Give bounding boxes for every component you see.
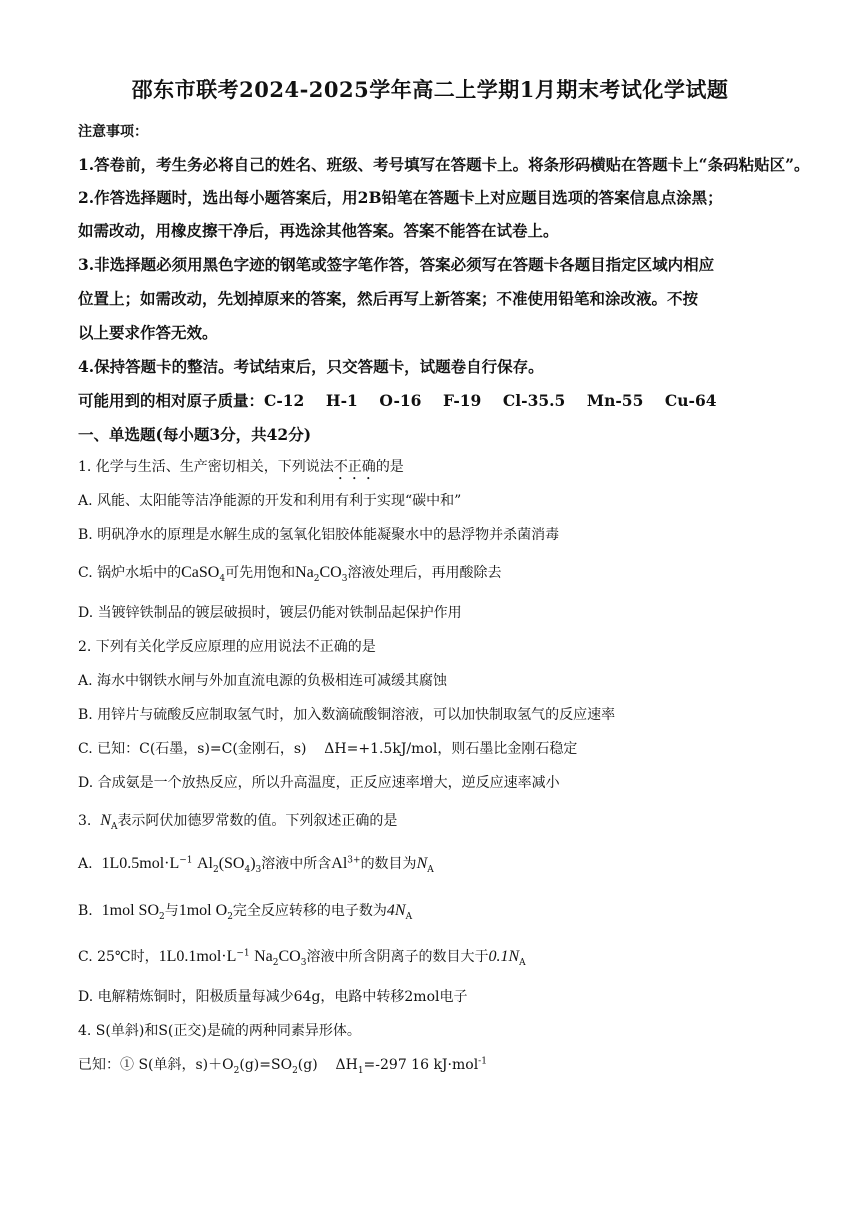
q2-stem: 2. 下列有关化学反应原理的应用说法不正确的是: [78, 639, 376, 655]
atomic-mass-line: 可能用到的相对原子质量：C-12 H-1 O-16 F-19 Cl-35.5 Mn-55 Cu-64: [78, 391, 717, 410]
q2-option-d: D. 合成氨是一个放热反应，所以升高温度，正反应速率增大，逆反应速率减小: [78, 775, 560, 791]
page-title: 邵东市联考2024-2025学年高二上学期1月期末考试化学试题: [131, 77, 729, 102]
q1-option-c: C. 锅炉水垢中的CaSO$_4$可先用饱和$Na_2CO_3$溶液处理后，再用酸除去: [78, 564, 502, 584]
q3-option-c: C. 25℃时，$1L0.1mol\cdot L^{-1}$ $Na_2CO_3$溶液中所含阴离子的数目大于$0.1N_A$: [78, 948, 526, 968]
q3-option-b: B. 1mol $SO_2$与1mol $O_2$完全反应转移的电子数为$4N_A$: [78, 902, 413, 922]
q4-known-equation: 已知：① S(单斜，$s)+O_2(g)=SO_2(g)$ $\Delta H_1=-297$ 16 kJ·mol$^{-1}$: [78, 1056, 487, 1076]
notice-item-3-cont: 位置上；如需改动，先划掉原来的答案，然后再写上新答案；不准使用铅笔和涂改液。不按: [78, 289, 699, 308]
notice-item-4: 4.保持答题卡的整洁。考试结束后，只交答题卡，试题卷自行保存。: [78, 357, 544, 376]
notice-item-2-cont: 如需改动，用橡皮擦干净后，再选涂其他答案。答案不能答在试卷上。: [78, 221, 559, 240]
q1-stem: 1. 化学与生活、生产密切相关，下列说法不正确的是: [78, 459, 404, 475]
q4-stem: 4. S(单斜)和S(正交)是硫的两种同素异形体。: [78, 1023, 361, 1039]
q1-option-a: A. 风能、太阳能等洁净能源的开发和利用有利于实现“碳中和”: [78, 493, 462, 509]
q1-option-d: D. 当镀锌铁制品的镀层破损时，镀层仍能对铁制品起保护作用: [78, 605, 462, 621]
q2-option-b: B. 用锌片与硫酸反应制取氢气时，加入数滴硫酸铜溶液，可以加快制取氢气的反应速率: [78, 707, 616, 723]
q3-option-d: D. 电解精炼铜时，阳极质量每减少64g，电路中转移2mol电子: [78, 989, 468, 1005]
notice-heading: 注意事项：: [78, 124, 148, 140]
notice-item-2: 2.作答选择题时，选出每小题答案后，用2B铅笔在答题卡上对应题目选项的答案信息点涂黑；: [78, 188, 723, 207]
q1-option-b: B. 明矾净水的原理是水解生成的氢氧化铝胶体能凝聚水中的悬浮物并杀菌消毒: [78, 527, 560, 543]
q2-option-a: A. 海水中钢铁水闸与外加直流电源的负极相连可减缓其腐蚀: [78, 673, 448, 689]
notice-item-1: 1.答卷前，考生务必将自己的姓名、班级、考号填写在答题卡上。将条形码横贴在答题卡上“条码粘贴区”。: [78, 155, 810, 174]
q3-stem: 3. $N_A$表示阿伏加德罗常数的值。下列叙述正确的是: [78, 812, 398, 832]
notice-item-3-cont2: 以上要求作答无效。: [78, 323, 218, 342]
section-heading: 一、单选题(每小题3分，共42分): [78, 425, 312, 444]
q3-option-a: A. $1L0.5mol\cdot L^{-1}$ $Al_2(SO_4)_3$溶液中所含$Al^{3+}$的数目为$N_A$: [78, 855, 434, 875]
notice-item-3: 3.非选择题必须用黑色字迹的钢笔或签字笔作答，答案必须写在答题卡各题目指定区域内相应: [78, 255, 715, 274]
q2-option-c: C. 已知：C(石墨，s)=C(金刚石，s) ΔH=+1.5kJ/mol，则石墨比金刚石稳定: [78, 741, 578, 757]
